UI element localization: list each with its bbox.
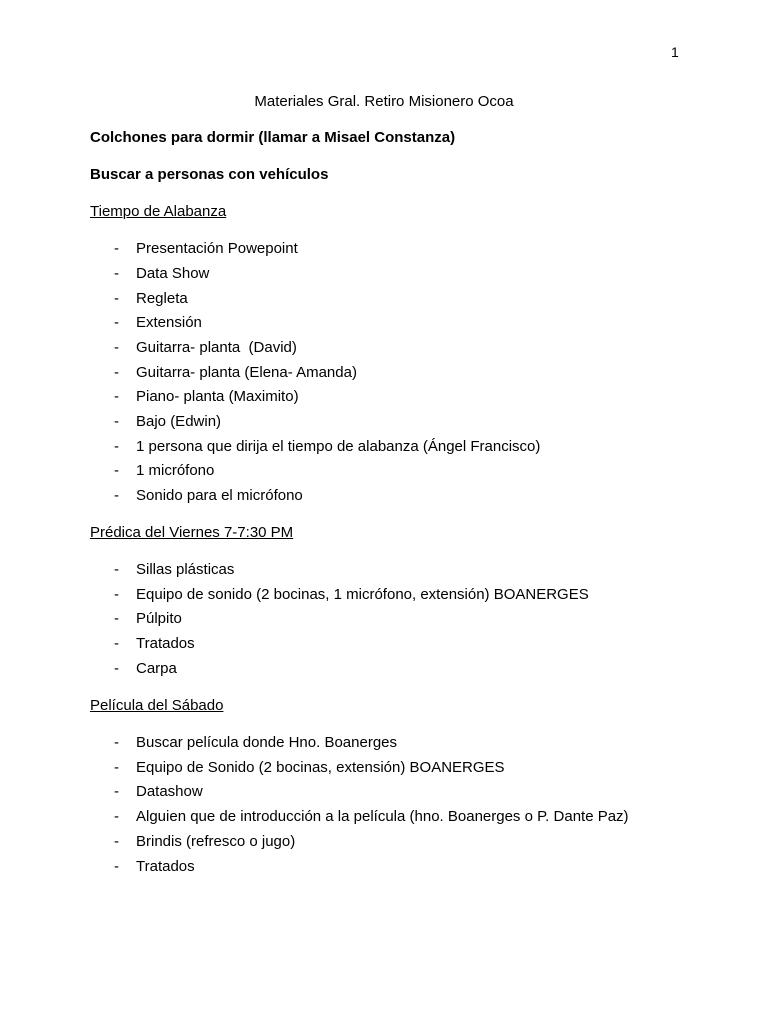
bullet-dash: - — [114, 438, 119, 455]
list-item — [0, 561, 768, 581]
list-item — [0, 734, 768, 754]
list-item-text: Presentación Powepoint — [136, 240, 298, 257]
list-item — [0, 610, 768, 630]
bullet-dash: - — [114, 635, 119, 652]
list-item-text: Data Show — [136, 265, 210, 282]
bullet-dash: - — [114, 462, 119, 479]
list-item-text: Extensión — [136, 314, 202, 331]
bullet-dash: - — [114, 586, 119, 603]
list-item — [0, 290, 768, 310]
list-item-text: Guitarra- planta (Elena- Amanda) — [136, 364, 357, 381]
bullet-dash: - — [114, 833, 119, 850]
list-item-text: Sonido para el micrófono — [136, 487, 303, 504]
section-heading-alabanza: Tiempo de Alabanza — [90, 203, 227, 220]
bullet-dash: - — [114, 487, 119, 504]
bullet-dash: - — [114, 314, 119, 331]
section-heading-pelicula: Película del Sábado — [90, 697, 224, 714]
list-item-text: Buscar película donde Hno. Boanerges — [136, 734, 398, 751]
list-item — [0, 265, 768, 285]
list-item — [0, 413, 768, 433]
list-item-text: Bajo (Edwin) — [136, 413, 222, 430]
bullet-dash: - — [114, 265, 119, 282]
bullet-dash: - — [114, 610, 119, 627]
note-vehiculos: Buscar a personas con vehículos — [90, 166, 329, 183]
list-item-text: 1 micrófono — [136, 462, 215, 479]
list-item-text: Datashow — [136, 783, 203, 800]
bullet-dash: - — [114, 759, 119, 776]
list-item — [0, 635, 768, 655]
list-item — [0, 240, 768, 260]
list-item — [0, 783, 768, 803]
list-item-text: Equipo de sonido (2 bocinas, 1 micrófono, extensión) BOANERGES — [136, 586, 589, 603]
list-item — [0, 364, 768, 384]
list-item-text: 1 persona que dirija el tiempo de alabanza (Ángel Francisco) — [136, 438, 541, 455]
list-item — [0, 314, 768, 334]
bullet-dash: - — [114, 388, 119, 405]
list-item-text: Piano- planta (Maximito) — [136, 388, 299, 405]
list-item — [0, 759, 768, 779]
bullet-dash: - — [114, 561, 119, 578]
list-item-text: Brindis (refresco o jugo) — [136, 833, 296, 850]
list-item — [0, 487, 768, 507]
section-heading-predica: Prédica del Viernes 7-7:30 PM — [90, 524, 294, 541]
list-item-text: Regleta — [136, 290, 188, 307]
list-item-text: Púlpito — [136, 610, 182, 627]
bullet-dash: - — [114, 339, 119, 356]
list-item — [0, 833, 768, 853]
list-item — [0, 858, 768, 878]
list-item-text: Alguien que de introducción a la película (hno. Boanerges o P. Dante Paz) — [136, 808, 629, 825]
list-item — [0, 808, 768, 828]
list-item — [0, 660, 768, 680]
list-item — [0, 462, 768, 482]
bullet-dash: - — [114, 364, 119, 381]
list-item — [0, 438, 768, 458]
bullet-dash: - — [114, 808, 119, 825]
bullet-dash: - — [114, 858, 119, 875]
list-item-text: Equipo de Sonido (2 bocinas, extensión) BOANERGES — [136, 759, 505, 776]
bullet-dash: - — [114, 413, 119, 430]
bullet-dash: - — [114, 783, 119, 800]
list-item-text: Tratados — [136, 635, 195, 652]
list-item — [0, 388, 768, 408]
note-colchones: Colchones para dormir (llamar a Misael Constanza) — [90, 129, 456, 146]
list-item-text: Sillas plásticas — [136, 561, 235, 578]
bullet-dash: - — [114, 734, 119, 751]
bullet-dash: - — [114, 660, 119, 677]
bullet-dash: - — [114, 290, 119, 307]
document-title: Materiales Gral. Retiro Misionero Ocoa — [254, 93, 514, 110]
list-item — [0, 586, 768, 606]
page-number: 1 — [671, 44, 679, 60]
list-item-text: Guitarra- planta (David) — [136, 339, 297, 356]
list-item — [0, 339, 768, 359]
bullet-dash: - — [114, 240, 119, 257]
list-item-text: Tratados — [136, 858, 195, 875]
list-item-text: Carpa — [136, 660, 177, 677]
